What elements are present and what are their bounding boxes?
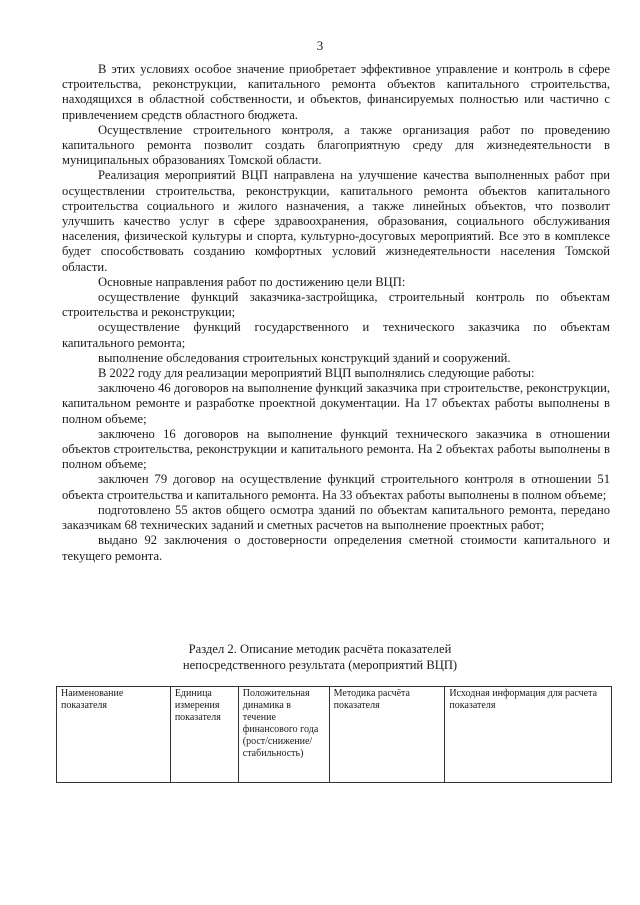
paragraph: заключено 16 договоров на выполнение функций технического заказчика в отношении объектов строительства, реконструкции и капитального ремонта. На 2 объектах работы выполнены в полном объеме;	[62, 426, 610, 472]
paragraph: осуществление функций заказчика-застройщика, строительный контроль по объектам строительства и реконструкции;	[62, 290, 610, 320]
table-header-cell: Методика расчёта показателя	[329, 687, 445, 783]
body-text	[62, 62, 610, 564]
paragraph: осуществление функций государственного и технического заказчика по объектам капитального ремонта;	[62, 320, 610, 350]
paragraph: В этих условиях особое значение приобретает эффективное управление и контроль в сфере строительства, реконструкции, капитального ремонта объектов капитального строительства, находящихся в областной собственности, и объектов, финансируемых полностью или частично с привлечением средств областного бюджета.	[62, 62, 610, 122]
indicators-table	[56, 686, 612, 783]
paragraph: Основные направления работ по достижению цели ВЦП:	[98, 274, 406, 289]
paragraph: выполнение обследования строительных конструкций зданий и сооружений.	[98, 350, 511, 365]
section-title-line: Раздел 2. Описание методик расчёта показателей	[188, 642, 452, 656]
paragraph: Реализация мероприятий ВЦП направлена на улучшение качества выполненных работ при осуществлении строительства, реконструкции, капитального ремонта объектов капитального строительства социального и жилого назначения, а также линейных объектов, что позволит улучшить качество услуг в сфере здравоохранения, образования, социального обслуживания населения, физической культуры и спорта, культурно-досуговых мероприятий. Все это в комплексе будет способствовать созданию комфортных условий жизнедеятельности населения Томской области.	[62, 168, 610, 274]
paragraph: В 2022 году для реализации мероприятий ВЦП выполнялись следующие работы:	[98, 366, 535, 381]
table-header-cell: Исходная информация для расчета показателя	[445, 687, 612, 783]
table-header-cell: Положительная динамика в течение финансового года (рост/снижение/ стабильность)	[238, 687, 329, 783]
paragraph: заключен 79 договор на осуществление функций строительного контроля в отношении 51 объекта строительства и капитального ремонта. На 33 объектах работы выполнены в полном объеме;	[62, 472, 610, 502]
table-header-row	[57, 687, 612, 783]
table-header-cell: Наименование показателя	[57, 687, 171, 783]
paragraph: заключено 46 договоров на выполнение функций заказчика при строительстве, реконструкции, капитальном ремонте и разработке проектной документации. На 17 объектах работы выполнены в полном объеме;	[62, 381, 610, 426]
paragraph: подготовлено 55 актов общего осмотра зданий по объектам капитального ремонта, передано заказчикам 68 технических заданий и сметных расчетов на выполнение проектных работ;	[62, 502, 610, 533]
paragraph: Осуществление строительного контроля, а также организация работ по проведению капитального ремонта позволит создать благоприятную среду для жизнедеятельности в муниципальных образованиях Томской области.	[62, 122, 610, 168]
page-number: 3	[316, 38, 324, 53]
paragraph: выдано 92 заключения о достоверности определения сметной стоимости капитального и текущего ремонта.	[62, 533, 610, 563]
section-heading	[0, 641, 640, 673]
table-header-cell: Единица измерения показателя	[170, 687, 238, 783]
section-title-line: непосредственного результата (мероприятий ВЦП)	[182, 658, 458, 672]
